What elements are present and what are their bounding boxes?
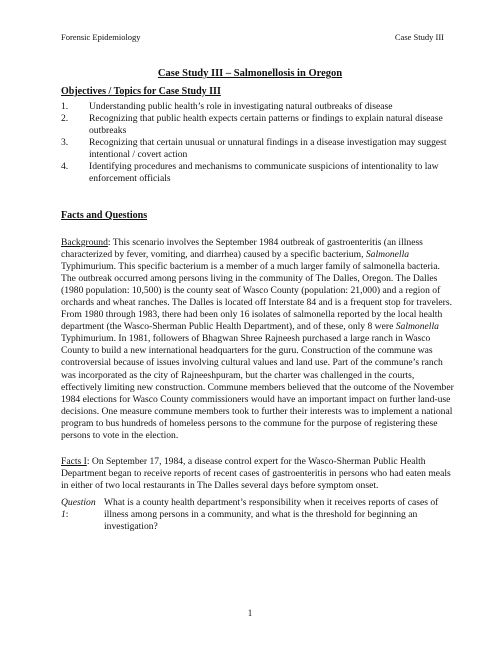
question-1 (61, 497, 456, 533)
list-item (61, 161, 451, 185)
facts-heading: Facts and Questions (61, 210, 148, 221)
running-header-left: Forensic Epidemiology (61, 32, 141, 42)
document-title: Case Study III – Salmonellosis in Oregon (157, 68, 343, 79)
list-item-text: Recognizing that certain unusual or unnatural findings in a disease investigation may suggest intentional / covert action (89, 137, 447, 160)
facts-1-paragraph (61, 456, 456, 492)
question-1-label-wrap (61, 497, 104, 533)
list-item (61, 137, 451, 161)
objectives-list (61, 101, 451, 185)
background-paragraph (61, 237, 456, 442)
running-header-right: Case Study III (394, 32, 444, 42)
objectives-heading: Objectives / Topics for Case Study III (61, 86, 221, 97)
facts-1-label: Facts I (61, 456, 87, 467)
background-label: Background (61, 237, 108, 248)
list-item-number: 4. (61, 161, 69, 172)
list-item-number: 1. (61, 101, 69, 112)
list-item (61, 113, 451, 137)
list-item-number: 2. (61, 113, 69, 124)
list-item-text: Recognizing that public health expects certain patterns or findings to explain natural disease outbreaks (89, 113, 443, 136)
question-1-label: Question 1 (61, 497, 96, 520)
genus-name: Salmonella (395, 321, 439, 333)
page-number: 1 (247, 608, 253, 618)
question-1-colon: : (65, 509, 69, 520)
facts-1-text: : On September 17, 1984, a disease control expert for the Wasco-Sherman Public Health Department began to receive reports of recent cases of gastroenteritis in persons who had eaten meals in either of two local restaurants in The Dalles several days before symptom onset. (61, 456, 451, 492)
background-text-3: Typhimurium. In 1981, followers of Bhagwan Shree Rajneesh purchased a large ranch in Wasco County to build a new international headquarters for the guru. Construction of the commune was controversial because of issues involving cultural values and land use. Part of the commune’s ranch was incorporated as the city of Rajneeshpuram, but the charter was challenged in the courts, effectively limiting new construction. Commune members believed that the outcome of the November 1984 elections for Wasco County commissioners would have an important impact on further land-use decisions. One measure commune members took to further their interests was to implement a national program to bus hundreds of homeless persons to the commune for the purpose of registering these persons to vote in the election. (61, 333, 454, 441)
genus-name: Salmonella (365, 249, 410, 261)
list-item-text: Understanding public health’s role in investigating natural outbreaks of disease (89, 101, 393, 112)
list-item (61, 101, 451, 113)
background-text-1: : This scenario involves the September 1984 outbreak of gastroenteritis (an illness characterized by fever, vomiting, and diarrhea) caused by a specific bacterium, (61, 237, 423, 261)
background-text-2: Typhimurium. This specific bacterium is a member of a much larger family of salmonella bacteria. The outbreak occurred among persons living in the community of The Dalles, Oregon. The Dalles (1980 population: 10,500) is the county seat of Wasco County (population: 21,000) and a region of orchards and wheat ranches. The Dalles is located off Interstate 84 and is a frequent stop for travelers. From 1980 through 1983, there had been only 16 isolates of salmonella reported by the local health department (the Wasco-Sherman Public Health Department), and of these, only 8 were (61, 261, 452, 333)
list-item-number: 3. (61, 137, 69, 148)
question-1-text: What is a county health department’s responsibility when it receives reports of cases of illness among persons in a community, and what is the threshold for beginning an investigation? (104, 497, 439, 532)
list-item-text: Identifying procedures and mechanisms to communicate suspicions of intentionality to law enforcement officials (89, 161, 439, 184)
